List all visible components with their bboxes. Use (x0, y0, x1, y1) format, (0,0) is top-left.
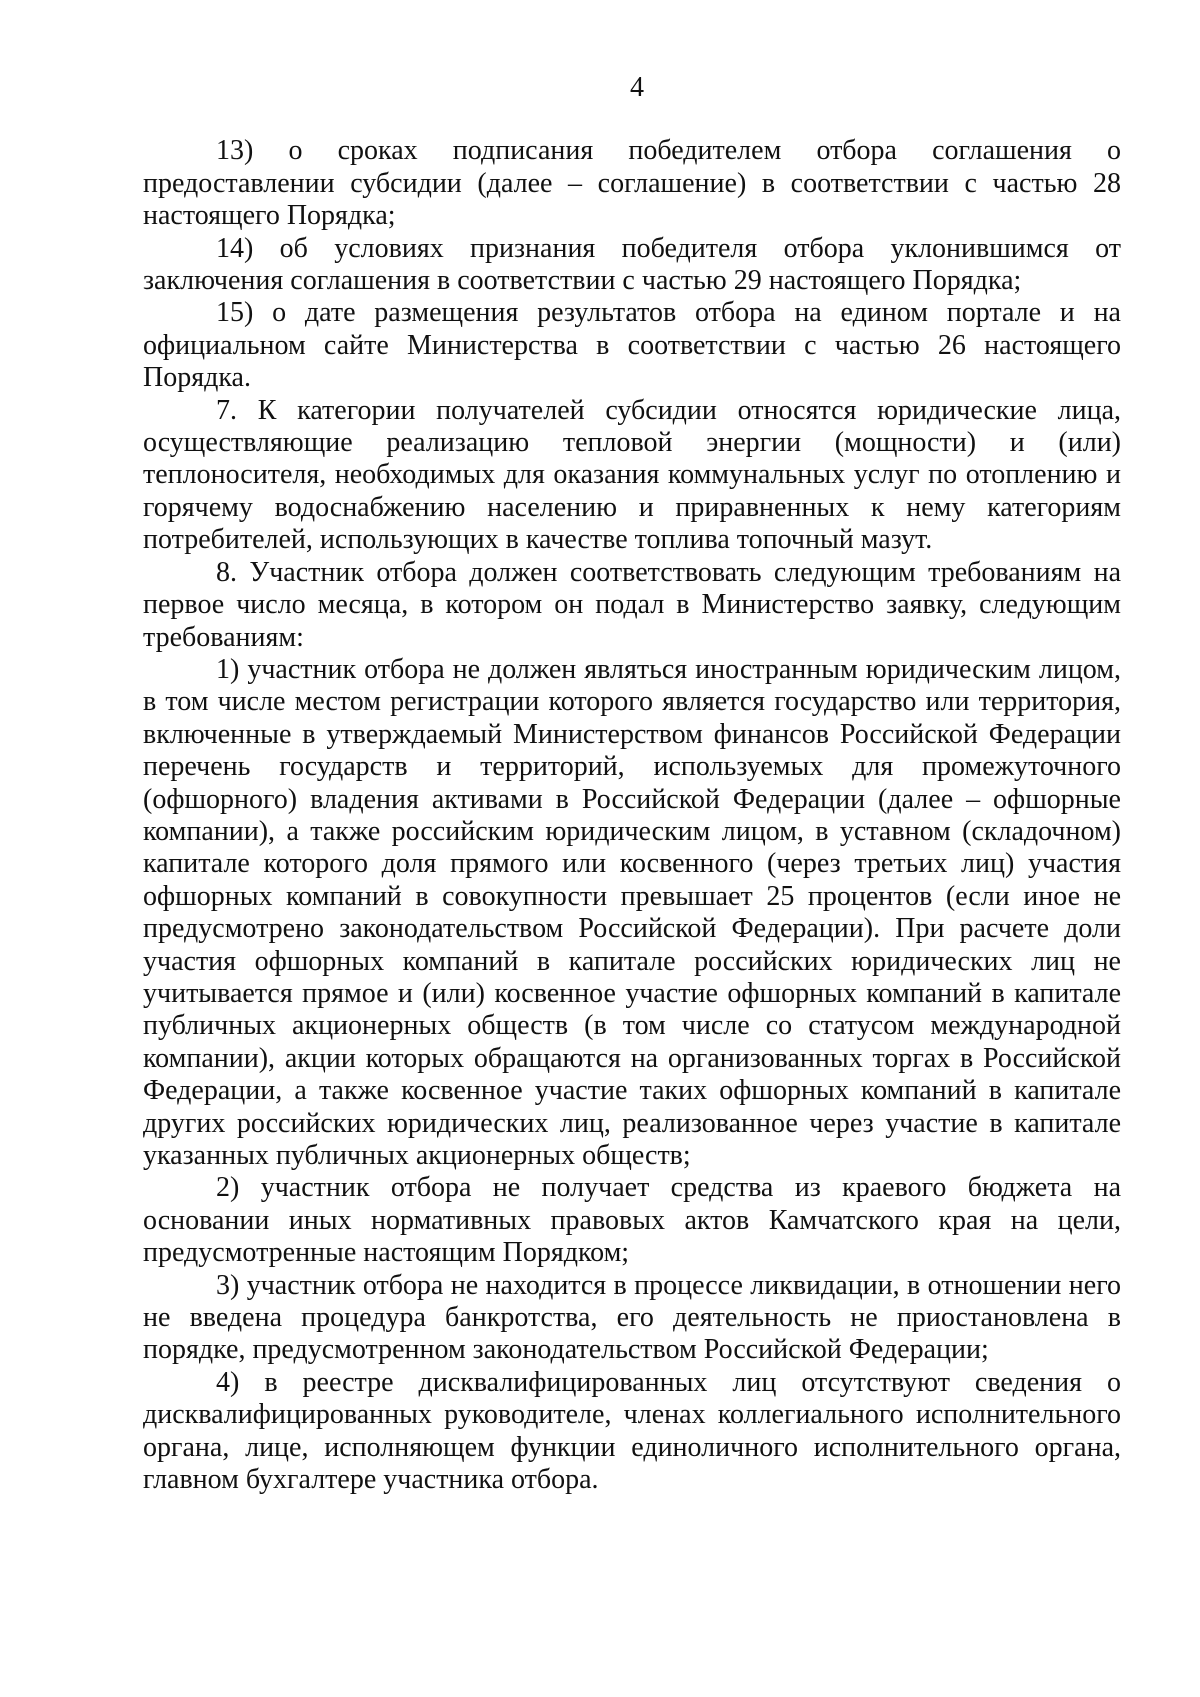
paragraph-requirement-1: 1) участник отбора не должен являться иностранным юридическим лицом, в том числе местом регистрации которого является государство или территория, включенные в утверждаемый Министерством финансов Российской Федерации перечень государств и территорий, используемых для промежуточного (офшорного) владения активами в Российской Федерации (далее – офшорные компании), а также российским юридическим лицом, в уставном (складочном) капитале которого доля прямого или косвенного (через третьих лиц) участия офшорных компаний в совокупности превышает 25 процентов (если иное не предусмотрено законодательством Российской Федерации). При расчете доли участия офшорных компаний в капитале российских юридических лиц не учитывается прямое и (или) косвенное участие офшорных компаний в капитале публичных акционерных обществ (в том числе со статусом международной компании), акции которых обращаются на организованных торгах в Российской Федерации, а также косвенное участие таких офшорных компаний в капитале других российских юридических лиц, реализованное через участие в капитале указанных публичных акционерных обществ; (143, 653, 1121, 1171)
paragraph-section-7: 7. К категории получателей субсидии относятся юридические лица, осуществляющие реализацию тепловой энергии (мощности) и (или) теплоносителя, необходимых для оказания коммунальных услуг по отоплению и горячему водоснабжению населению и приравненных к нему категориям потребителей, использующих в качестве топлива топочный мазут. (143, 394, 1121, 556)
paragraph-item-15: 15) о дате размещения результатов отбора на едином портале и на официальном сайте Министерства в соответствии с частью 26 настоящего Порядка. (143, 297, 1121, 394)
paragraph-item-13: 13) о сроках подписания победителем отбора соглашения о предоставлении субсидии (далее – соглашение) в соответствии с частью 28 настоящего Порядка; (143, 135, 1121, 232)
paragraph-requirement-3: 3) участник отбора не находится в процессе ликвидации, в отношении него не введена процедура банкротства, его деятельность не приостановлена в порядке, предусмотренном законодательством Российской Федерации; (143, 1269, 1121, 1366)
paragraph-requirement-2: 2) участник отбора не получает средства из краевого бюджета на основании иных нормативных правовых актов Камчатского края на цели, предусмотренные настоящим Порядком; (143, 1172, 1121, 1269)
paragraph-requirement-4: 4) в реестре дисквалифицированных лиц отсутствуют сведения о дисквалифицированных руководителе, членах коллегиального исполнительного органа, лице, исполняющем функции единоличного исполнительного органа, главном бухгалтере участника отбора. (143, 1366, 1121, 1496)
document-page (143, 72, 1121, 1496)
paragraph-section-8: 8. Участник отбора должен соответствовать следующим требованиям на первое число месяца, в котором он подал в Министерство заявку, следующим требованиям: (143, 556, 1121, 653)
paragraph-item-14: 14) об условиях признания победителя отбора уклонившимся от заключения соглашения в соответствии с частью 29 настоящего Порядка; (143, 232, 1121, 297)
page-number: 4 (630, 72, 644, 103)
